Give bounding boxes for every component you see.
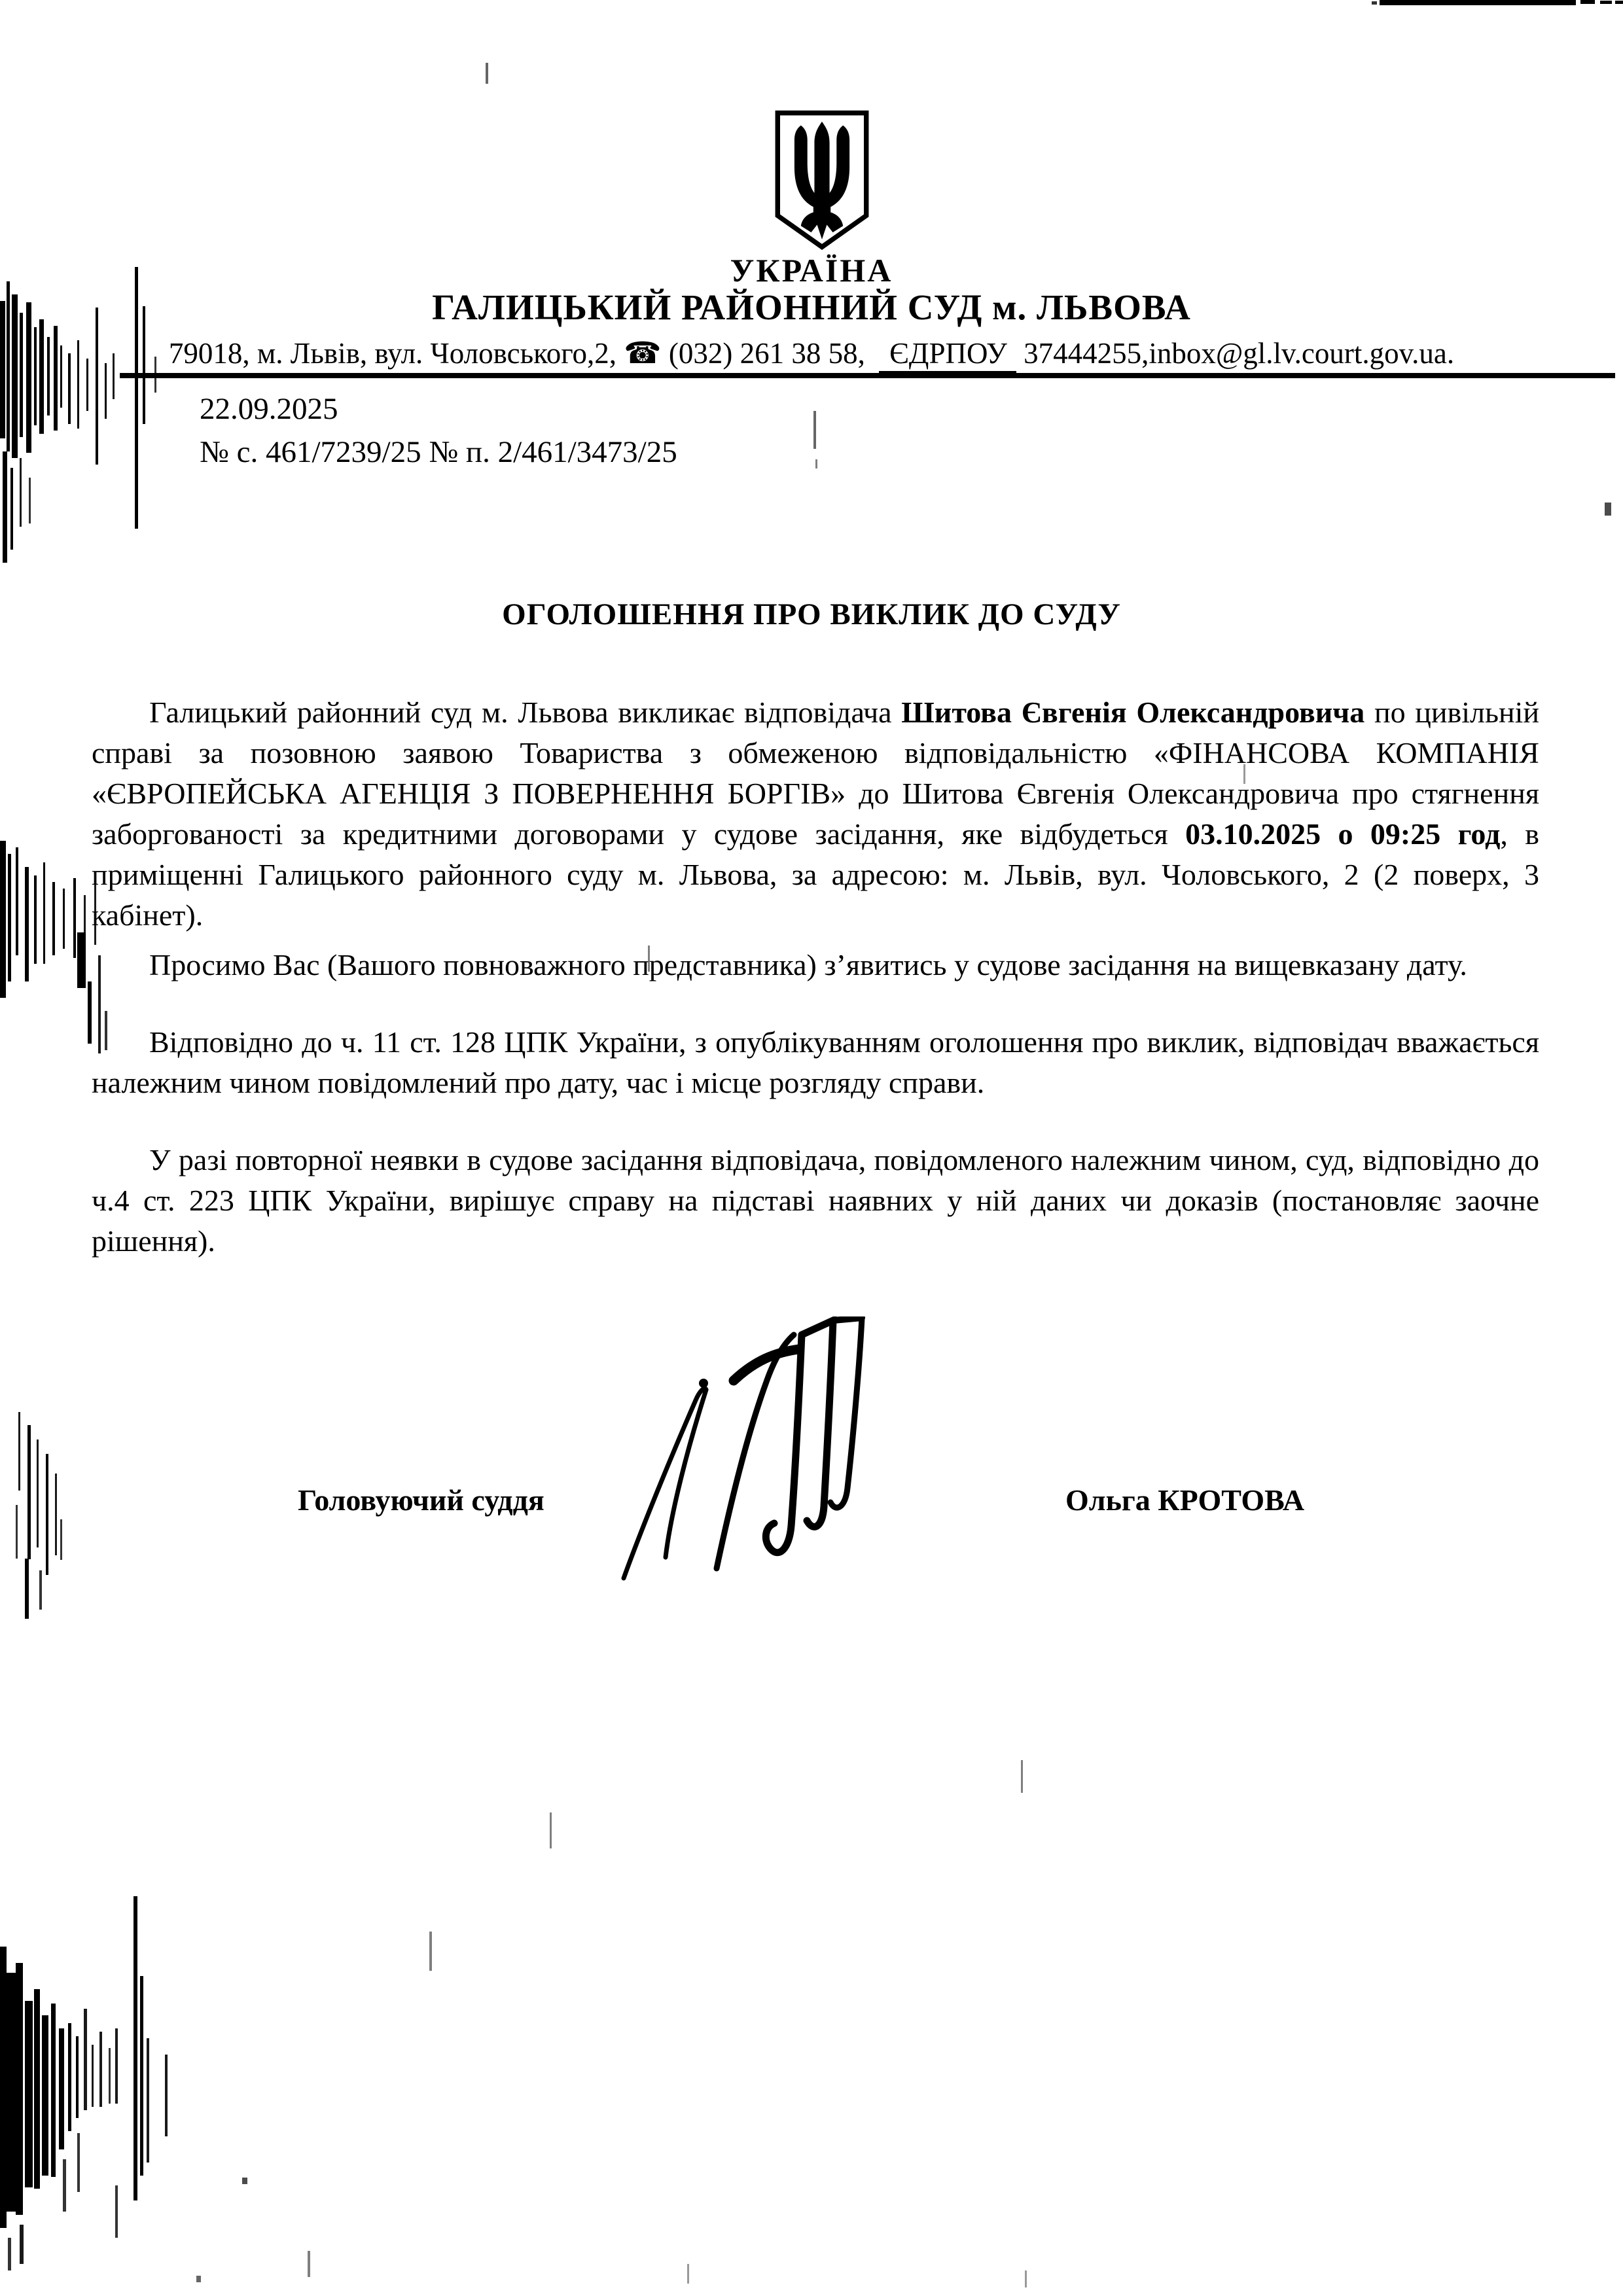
text-segment: Галицький районний суд м. Львова викликає відповідача xyxy=(149,696,902,729)
bold-text-segment: 03.10.2025 о 09:25 год xyxy=(1185,817,1501,851)
address-part1: 79018, м. Львів, вул. Чоловського,2, xyxy=(168,337,624,370)
document-date: 22.09.2025 xyxy=(200,392,338,426)
text-segment: У разі повторної неявки в судове засідання відповідача, повідомленого належним чином, суд, відповідно до ч.4 ст. 223 ЦПК України, вирішує справу на підставі наявних у ній даних чи доказів (постановляє заочне рішення). xyxy=(92,1143,1539,1258)
phone-icon: ☎ xyxy=(624,335,662,370)
scan-artifact xyxy=(25,867,29,981)
scan-artifact xyxy=(92,2045,94,2107)
case-numbers: № с. 461/7239/25 № п. 2/461/3473/25 xyxy=(200,435,677,469)
scan-artifact xyxy=(84,2009,87,2110)
scan-artifact xyxy=(77,2133,80,2192)
scan-artifact xyxy=(140,1976,143,2176)
scan-artifact xyxy=(34,1989,40,2189)
scan-artifact xyxy=(77,932,86,988)
text-segment: по цивільній справі за позовною заявою Товариства з обмеженою відповідальністю «ФІНАНСОВА КОМПАНІЯ «ЄВРОПЕЙСЬКА АГЕНЦІЯ З ПОВЕРНЕННЯ БОРГІВ» до Шитова Євгенія Олександровича про стягнення заборгованості за кредитними договорами у судове засідання, яке відбудеться xyxy=(92,696,1539,851)
paragraph xyxy=(92,1140,1539,1262)
scan-artifact xyxy=(1021,1760,1023,1793)
scan-artifact xyxy=(242,2178,247,2184)
phone-number: (032) 261 38 58, xyxy=(661,337,873,370)
scan-artifact xyxy=(308,2251,310,2277)
scan-artifact xyxy=(18,1412,20,1491)
scan-artifact xyxy=(99,2032,102,2107)
judge-name: Ольга КРОТОВА xyxy=(1065,1483,1305,1517)
scan-artifact xyxy=(20,313,23,437)
paragraph xyxy=(92,692,1539,936)
scan-artifact xyxy=(10,468,13,550)
text-segment: Просимо Вас (Вашого повноважного представника) з’явитись у судове засідання на вищевказану дату. xyxy=(149,948,1467,981)
judge-role-label: Головуючий суддя xyxy=(298,1483,544,1517)
scan-artifact xyxy=(25,1559,29,1619)
scan-artifact xyxy=(3,451,7,563)
scan-artifact xyxy=(429,1932,432,1971)
scan-artifact xyxy=(46,1454,48,1575)
scan-artifact xyxy=(42,2015,48,2176)
address-line xyxy=(0,335,1623,370)
scan-artifact xyxy=(1580,0,1595,4)
bold-text-segment: Шитова Євгенія Олександровича xyxy=(901,696,1365,729)
scan-artifact xyxy=(16,1505,18,1559)
scan-artifact xyxy=(134,1896,137,2200)
scan-artifact xyxy=(1600,1,1612,4)
scan-artifact xyxy=(73,878,76,958)
scan-artifact xyxy=(37,1439,39,1547)
scan-artifact xyxy=(0,1947,7,2228)
scan-artifact xyxy=(52,882,55,955)
scan-artifact xyxy=(60,1519,62,1560)
scan-artifact xyxy=(813,411,816,449)
scan-artifact xyxy=(1615,1,1623,4)
scan-artifact xyxy=(105,363,107,419)
text-segment: , в приміщенні Галицького районного суду м. Львова, за адресою: м. Львів, вул. Чоловського, 2 (2 поверх, 3 кабінет). xyxy=(92,817,1539,932)
scan-artifact xyxy=(109,2048,111,2104)
scan-artifact xyxy=(687,2264,689,2284)
scan-artifact xyxy=(1372,1,1377,5)
scan-artifact xyxy=(550,1812,552,1848)
scan-artifact xyxy=(20,2225,24,2264)
scan-artifact xyxy=(115,2028,118,2104)
scan-artifact xyxy=(196,2276,201,2282)
scan-artifact xyxy=(34,875,37,964)
scan-artifact xyxy=(68,2023,71,2131)
scan-artifact xyxy=(115,2185,118,2238)
scan-artifact xyxy=(815,459,817,468)
scan-artifact xyxy=(0,841,6,998)
scan-artifact xyxy=(59,2028,64,2149)
scan-artifact xyxy=(76,2036,79,2118)
scan-artifact xyxy=(29,478,31,523)
scan-artifact xyxy=(1025,2270,1027,2287)
scan-artifact xyxy=(1605,503,1611,516)
court-name: ГАЛИЦЬКИЙ РАЙОННИЙ СУД м. ЛЬВОВА xyxy=(432,287,1191,327)
scan-artifact xyxy=(486,63,488,84)
scan-artifact xyxy=(96,308,98,465)
scan-artifact xyxy=(147,2038,149,2163)
edrpou-number-and-email: 37444255,inbox@gl.lv.court.gov.ua. xyxy=(1016,337,1455,370)
scan-artifact xyxy=(20,458,22,527)
scan-artifact xyxy=(55,1474,57,1555)
scan-artifact xyxy=(63,2159,66,2212)
scan-artifact xyxy=(1380,0,1576,5)
document-title: ОГОЛОШЕННЯ ПРО ВИКЛИК ДО СУДУ xyxy=(502,597,1121,631)
scan-artifact xyxy=(39,1570,42,1610)
date-and-case-block xyxy=(200,387,677,474)
document-body xyxy=(92,692,1539,1298)
judge-signature xyxy=(605,1316,919,1585)
scan-artifact xyxy=(16,1963,23,2215)
scan-artifact xyxy=(43,862,45,964)
paragraph xyxy=(92,945,1539,985)
scan-artifact xyxy=(25,2001,33,2187)
edrpou-label: ЄДРПОУ xyxy=(879,337,1016,376)
scan-artifact xyxy=(16,847,18,955)
scan-artifact xyxy=(165,2055,168,2136)
scan-artifact xyxy=(8,854,11,981)
scan-artifact xyxy=(27,1425,31,1559)
header-divider xyxy=(120,373,1615,378)
ukraine-trident-emblem xyxy=(767,109,877,251)
scan-artifact xyxy=(7,1973,16,2212)
paragraph xyxy=(92,1022,1539,1103)
trident-shield-icon xyxy=(767,109,877,251)
scan-artifact xyxy=(8,2238,11,2270)
text-segment: Відповідно до ч. 11 ст. 128 ЦПК України, з опублікуванням оголошення про виклик, відповідач вважається належним чином повідомлений про дату, час і місце розгляду справи. xyxy=(92,1025,1539,1099)
country-name: УКРАЇНА xyxy=(730,252,893,289)
scan-artifact xyxy=(51,2004,56,2177)
scan-artifact xyxy=(63,889,65,949)
